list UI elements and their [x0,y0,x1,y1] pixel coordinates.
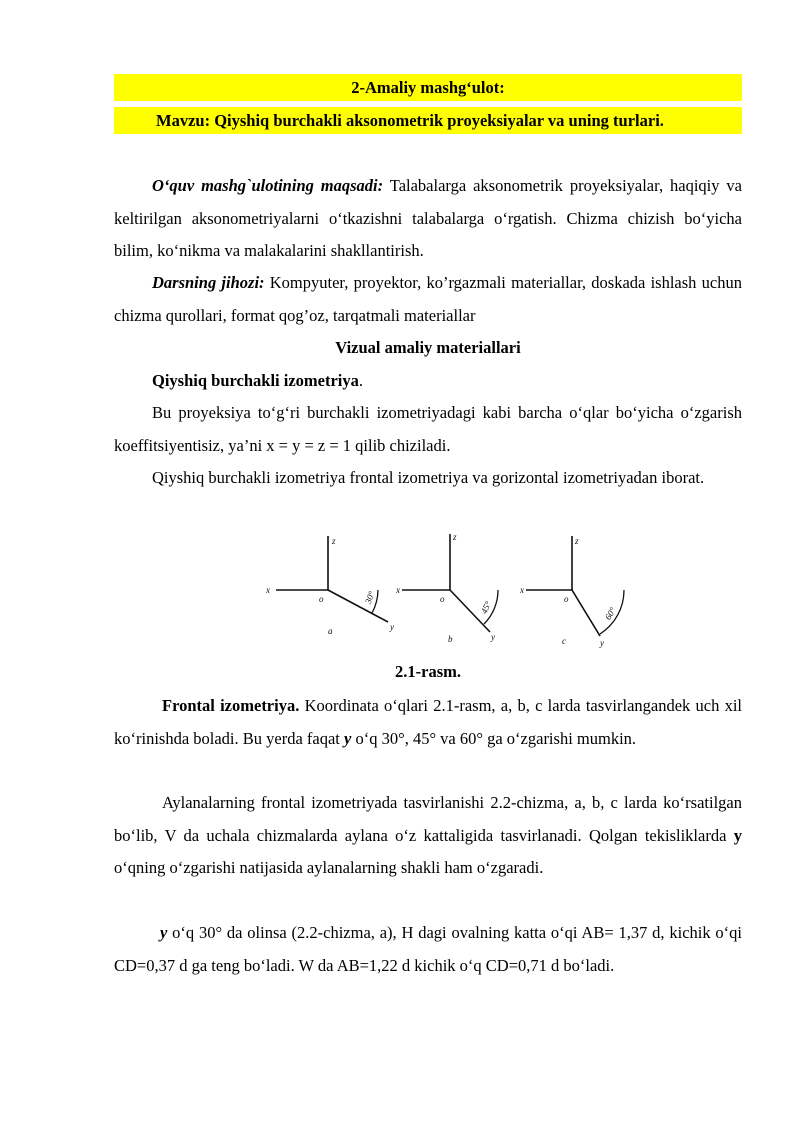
frontal-y-axis: y [344,728,352,748]
diagram-b-angle-label: 45° [478,599,494,616]
diagram-c-angle-label: 60° [602,605,618,622]
diagram-c-letter: c [562,636,566,646]
diagram-a-o-label: o [319,594,324,604]
frontal-label: Frontal izometriya. [162,696,300,715]
diagram-a-angle-label: 30° [362,589,377,606]
axes-figure-svg [262,532,642,652]
figure-caption: 2.1-rasm. [395,662,461,681]
diagram-a-x-label: x [266,585,270,595]
diagram-a-y-label: y [390,622,394,632]
diagram-b-o-label: o [440,594,445,604]
diagram-c-o-label: o [564,594,569,604]
diagram-b-letter: b [448,634,453,644]
diagram-a-letter: a [328,626,333,636]
paragraph-3 [114,787,742,885]
diagram-a-y-axis [328,590,388,622]
paragraph-4-y-axis: y [160,923,168,942]
paragraph-3-text-a: Aylanalarning frontal izometriyada tasvirlanishi 2.2-chizma, a, b, c larda ko‘rsatilgan bo‘lib, V da uchala chizmalarda aylana o‘z kattaligida tasvirlanadi. Qolgan tekisliklarda [114,793,742,845]
paragraph-4 [114,917,742,982]
frontal-text-b: o‘q 30°, 45° va 60° ga o‘zgarishi mumkin. [351,728,637,748]
equipment-paragraph [114,267,742,332]
frontal-text-a: Koordinata o‘qlari 2.1-rasm, a, b, c larda tasvirlangandek uch xil ko‘rinishda boladi. Bu yerda faqat [114,696,742,748]
paragraph-3-text-b: o‘qning o‘zgarishi natijasida aylanalarning shakli ham o‘zgaradi. [114,858,544,877]
paragraph-1: Bu proyeksiya to‘g‘ri burchakli izometriyadagi kabi barcha o‘qlar bo‘yicha o‘zgarish koeffitsiyentisiz, ya’ni x = y = z = 1 qilib chiziladi. [114,403,742,455]
subheading-dot: . [358,371,364,390]
axes-figure [262,532,642,652]
section-title: Vizual amaliy materiallari [335,338,521,357]
subheading: Qiyshiq burchakli izometriya [152,371,359,390]
equipment-text: Kompyuter, proyektor, ko’rgazmali materiallar, doskada ishlash uchun chizma qurollari, format qog’oz, tarqatmali materiallar [114,273,742,325]
lesson-topic: Mavzu: Qiyshiq burchakli aksonometrik proyeksiyalar va uning turlari. [114,107,742,134]
frontal-paragraph [114,690,742,755]
goal-label: O‘quv mashg`ulotining maqsadi: [152,176,384,195]
diagram-a-z-label: z [332,536,336,546]
paragraph-4-text: o‘q 30° da olinsa (2.2-chizma, a), H dagi ovalning katta o‘qi AB= 1,37 d, kichik o‘qi CD=0,37 d ga teng bo‘ladi. W da AB=1,22 d kichik o‘q CD=0,71 d bo‘ladi. [114,923,742,975]
subheading-paragraph [114,365,742,398]
goal-paragraph [114,170,742,268]
diagram-b-z-label: z [453,532,457,542]
lesson-title: 2-Amaliy mashg‘ulot: [114,74,742,101]
equipment-label: Darsning jihozi: [152,273,265,292]
diagram-b-x-label: x [396,585,400,595]
diagram-c-y-label: y [600,638,604,648]
paragraph-2: Qiyshiq burchakli izometriya frontal izometriya va gorizontal izometriyadan iborat. [152,468,705,487]
diagram-b-y-label: y [491,632,495,642]
diagram-c-y-axis [572,590,600,636]
diagram-c-x-label: x [520,585,524,595]
diagram-c-z-label: z [575,536,579,546]
paragraph-3-y-axis: y [733,825,742,845]
goal-text: Talabalarga aksonometrik proyeksiyalar, haqiqiy va keltirilgan aksonometriyalarni o‘tkazishni talabalarga o‘rgatish. Chizma chizish bo‘yicha bilim, ko‘nikma va malakalarini shakllantirish. [114,176,742,260]
